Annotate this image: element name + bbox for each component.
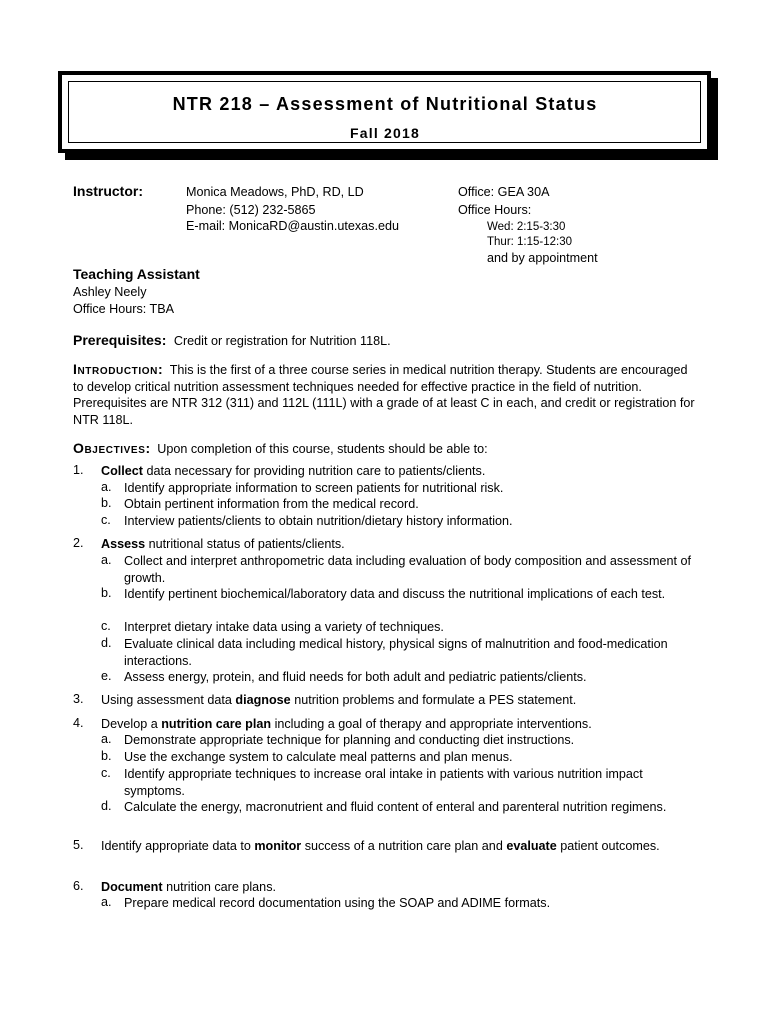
sub-letter: b. (101, 586, 112, 600)
sub-item: Identify appropriate information to screen patients for nutritional risk. (124, 481, 504, 495)
introduction-paragraph (73, 361, 698, 428)
objectives-intro: Upon completion of this course, students should be able to: (157, 442, 488, 456)
objective-1-text: Collect data necessary for providing nutrition care to patients/clients. (101, 464, 486, 478)
sub-letter: d. (101, 636, 112, 650)
objective-5-text: Identify appropriate data to monitor success of a nutrition care plan and evaluate patient outcomes. (101, 839, 660, 853)
objective-number: 3. (73, 692, 84, 706)
objective-number: 2. (73, 536, 84, 550)
sub-item: Assess energy, protein, and fluid needs for both adult and pediatric patients/clients. (124, 670, 587, 684)
sub-item: Obtain pertinent information from the medical record. (124, 497, 419, 511)
office-hours-label: Office Hours: (458, 203, 532, 217)
objective-number: 5. (73, 838, 84, 852)
sub-item: Interview patients/clients to obtain nutrition/dietary history information. (124, 514, 513, 528)
sub-letter: a. (101, 732, 112, 746)
instructor-name: Monica Meadows, PhD, RD, LD (186, 185, 364, 199)
course-title: NTR 218 – Assessment of Nutritional Status (172, 94, 598, 114)
introduction-text: This is the first of a three course series in medical nutrition therapy. Students are encouraged to develop critical nutrition assessment techniques needed for effective practice in the field of nutrition. Prerequisites are NTR 312 (311) and 112L (111L) with a grade of at least C in each, and credit or registration for NTR 118L. (73, 363, 695, 427)
objectives-label: Objectives: (73, 440, 151, 456)
instructor-label: Instructor: (73, 183, 143, 199)
office-hours-thur: Thur: 1:15-12:30 (487, 236, 573, 248)
prerequisites-text: Credit or registration for Nutrition 118L. (173, 334, 391, 348)
objectives-heading (73, 440, 488, 457)
course-term: Fall 2018 (350, 125, 420, 141)
prerequisites-line (73, 332, 391, 349)
prerequisites-label: Prerequisites: (73, 332, 167, 348)
sub-item: Prepare medical record documentation using the SOAP and ADIME formats. (124, 896, 551, 910)
sub-item: Use the exchange system to calculate meal patterns and plan menus. (124, 750, 513, 764)
sub-item: Identify appropriate techniques to increase oral intake in patients with various nutrition impact symptoms. (124, 767, 643, 798)
sub-item: Identify pertinent biochemical/laboratory data and discuss the nutritional implications of each test. (124, 587, 666, 601)
ta-label: Teaching Assistant (73, 266, 200, 282)
sub-item: Evaluate clinical data including medical history, physical signs of malnutrition and food-medication interactions. (124, 637, 668, 668)
instructor-office: Office: GEA 30A (458, 185, 550, 199)
instructor-email: E-mail: MonicaRD@austin.utexas.edu (186, 219, 399, 233)
sub-letter: d. (101, 799, 112, 813)
objective-number: 1. (73, 463, 84, 477)
objective-number: 4. (73, 716, 84, 730)
sub-letter: c. (101, 766, 111, 780)
sub-item: Interpret dietary intake data using a variety of techniques. (124, 620, 444, 634)
sub-letter: a. (101, 895, 112, 909)
sub-letter: b. (101, 496, 112, 510)
instructor-phone: Phone: (512) 232-5865 (186, 203, 316, 217)
sub-item: Demonstrate appropriate technique for planning and conducting diet instructions. (124, 733, 575, 747)
sub-letter: b. (101, 749, 112, 763)
objective-number: 6. (73, 879, 84, 893)
ta-office-hours: Office Hours: TBA (73, 302, 175, 316)
ta-name: Ashley Neely (73, 285, 147, 299)
sub-letter: c. (101, 619, 111, 633)
sub-letter: a. (101, 553, 112, 567)
office-hours-appointment: and by appointment (487, 251, 598, 265)
sub-letter: a. (101, 480, 112, 494)
objective-6-text: Document nutrition care plans. (101, 880, 276, 894)
objective-2-text: Assess nutritional status of patients/clients. (101, 537, 345, 551)
objective-4-text: Develop a nutrition care plan including a goal of therapy and appropriate interventions. (101, 717, 592, 731)
sub-letter: e. (101, 669, 112, 683)
sub-item: Collect and interpret anthropometric data including evaluation of body composition and assessment of growth. (124, 554, 692, 585)
introduction-label: Introduction: (73, 361, 164, 377)
sub-item: Calculate the energy, macronutrient and fluid content of enteral and parenteral nutrition regimens. (124, 800, 667, 814)
office-hours-wed: Wed: 2:15-3:30 (487, 221, 566, 233)
objective-3-text: Using assessment data diagnose nutrition problems and formulate a PES statement. (101, 693, 577, 707)
sub-letter: c. (101, 513, 111, 527)
